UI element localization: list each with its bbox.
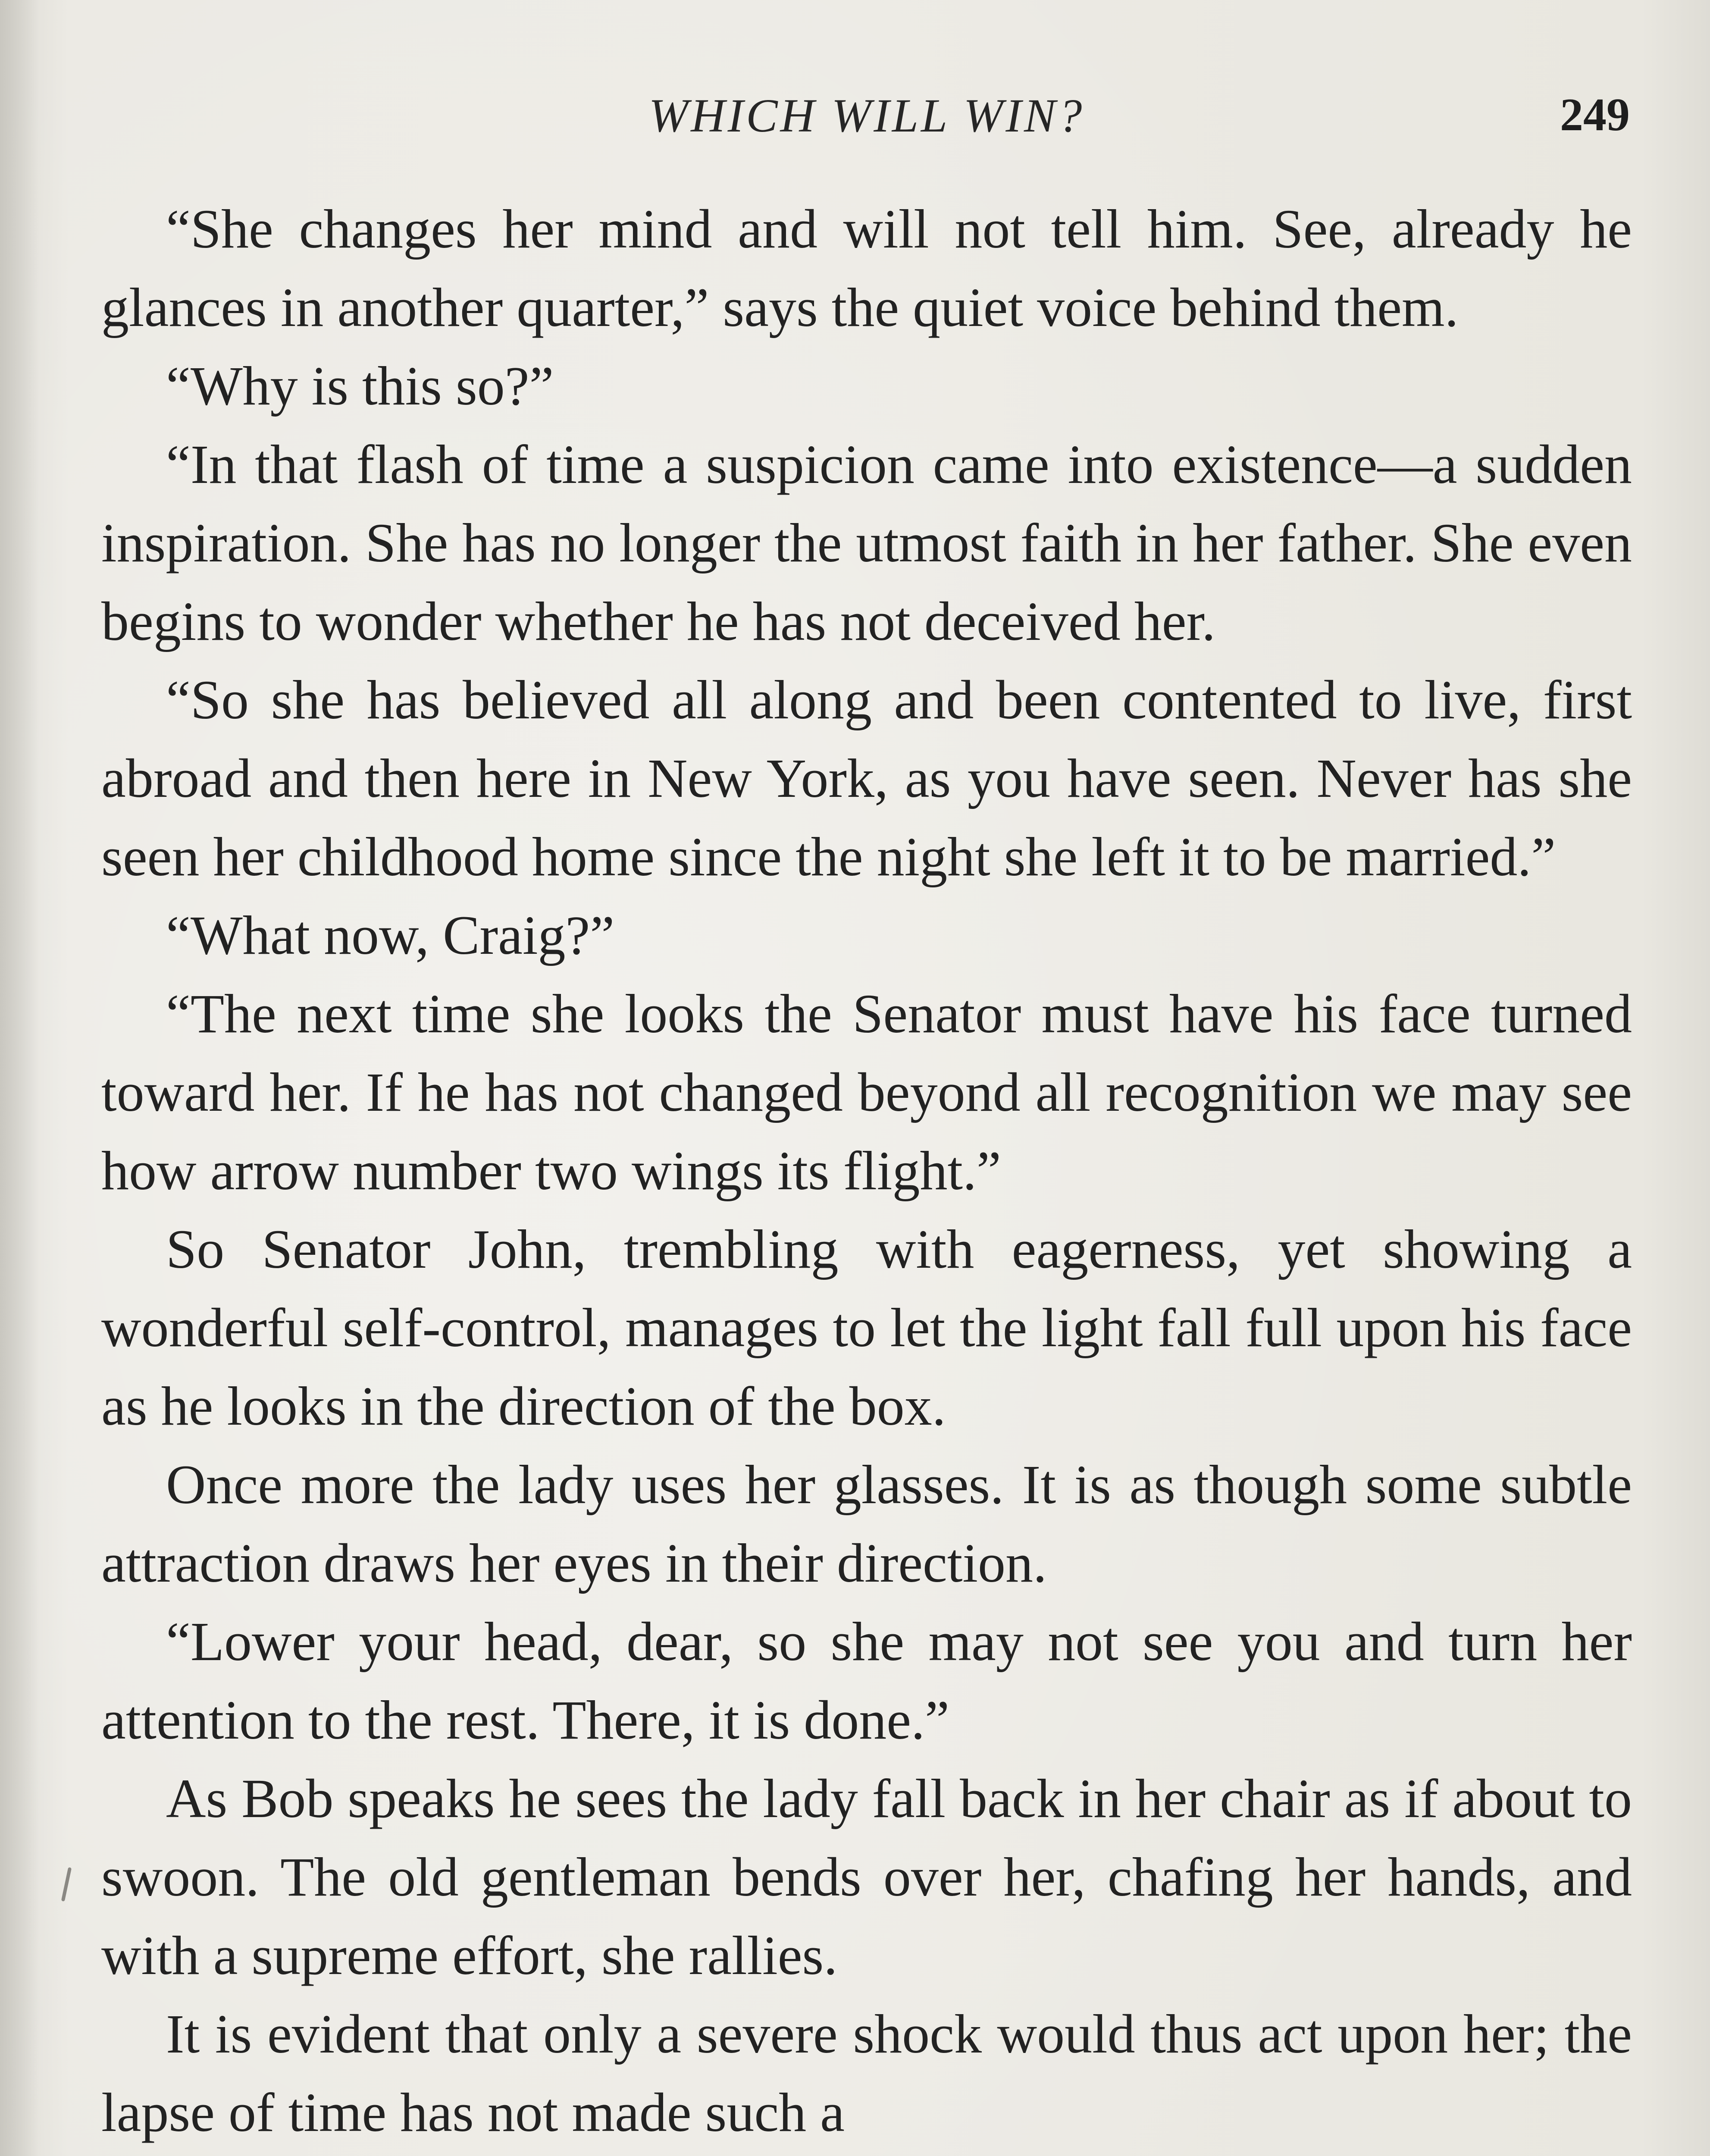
paragraph: It is evident that only a severe shock would thus act upon her; the lapse of time has not made such a <box>101 2003 1632 2143</box>
paragraph: “So she has believed all along and been contented to live, first abroad and then here in New York, as you have seen. Never has she seen her childhood home since the night she left it to be married.” <box>101 669 1632 887</box>
paragraph: “Why is this so?” <box>166 355 554 417</box>
paragraph: “She changes her mind and will not tell him. See, already he glances in another quarter,” says the quiet voice behind them. <box>101 198 1632 338</box>
paragraph: “Lower your head, dear, so she may not see you and turn her attention to the rest. There, it is done.” <box>101 1611 1632 1751</box>
page-number: 249 <box>1560 89 1630 141</box>
body-text <box>101 190 1632 2152</box>
paragraph: “In that flash of time a suspicion came into existence—a sudden inspiration. She has no longer the utmost faith in her father. She even begins to wonder whether he has not deceived her. <box>101 434 1632 652</box>
paragraph: “The next time she looks the Senator must have his face turned toward her. If he has not changed beyond all recognition we may see how arrow number two wings its flight.” <box>101 983 1632 1201</box>
running-title: WHICH WILL WIN? <box>648 89 1085 142</box>
paper-mark <box>61 1867 72 1902</box>
page-gutter-shadow <box>0 0 39 2156</box>
paragraph: Once more the lady uses her glasses. It is as though some subtle attraction draws her eyes in their direction. <box>101 1454 1632 1594</box>
paragraph: So Senator John, trembling with eagerness, yet showing a wonderful self-control, manages to let the light fall full upon his face as he looks in the direction of the box. <box>101 1219 1632 1437</box>
paragraph: “What now, Craig?” <box>166 905 615 966</box>
page-header <box>103 88 1630 170</box>
paragraph: As Bob speaks he sees the lady fall back in her chair as if about to swoon. The old gentleman bends over her, chafing her hands, and with a supreme effort, she rallies. <box>101 1768 1632 1986</box>
